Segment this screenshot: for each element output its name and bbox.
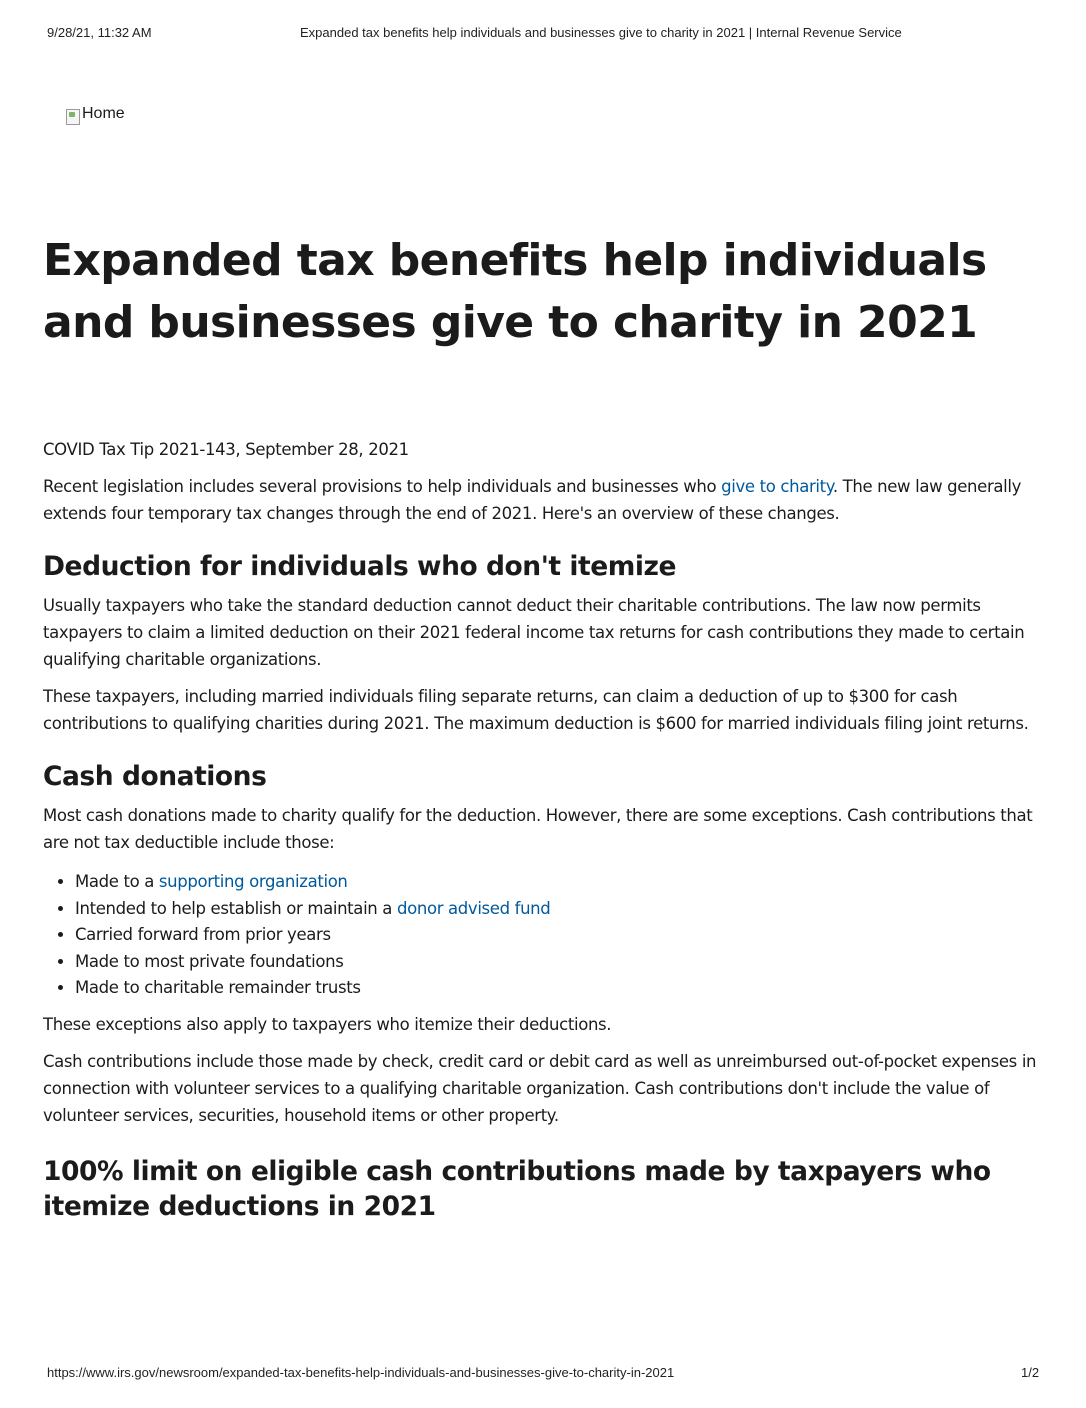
intro-text-before: Recent legislation includes several provisions to help individuals and businesses who	[43, 477, 722, 496]
print-footer	[0, 1365, 1086, 1385]
intro-paragraph	[43, 473, 1053, 527]
cash-donations-lead: Most cash donations made to charity qualify for the deduction. However, there are some exceptions. Cash contributions that are not tax deductible include those:	[43, 806, 1033, 852]
supporting-organization-link[interactable]: supporting organization	[158, 872, 348, 891]
home-logo-alt-text: Home	[82, 105, 125, 122]
section-heading-cash-donations: Cash donations	[43, 761, 267, 792]
list-item: • Intended to help establish or maintain a donor advised fund	[75, 896, 1053, 923]
list-item: • Made to charitable remainder trusts	[75, 975, 1053, 1002]
give-to-charity-link[interactable]: give to charity	[721, 477, 833, 496]
intro-text-after: . The new law generally extends four temporary tax changes through the end of 2021. Here's an overview of these changes.	[43, 477, 1022, 523]
deduction-paragraph-1: Usually taxpayers who take the standard deduction cannot deduct their charitable contributions. The law now permits taxpayers to claim a limited deduction on their 2021 federal income tax returns for cash contributions they made to certain qualifying charitable organizations.	[43, 596, 1025, 669]
print-url: https://www.irs.gov/newsroom/expanded-tax-benefits-help-individuals-and-businesses-give-to-charity-in-2021	[47, 1365, 675, 1380]
section-heading-100-percent-limit: 100% limit on eligible cash contributions made by taxpayers who itemize deductions in 2021	[43, 1155, 991, 1222]
cash-donations-paragraph-2: Cash contributions include those made by check, credit card or debit card as well as unreimbursed out-of-pocket expenses in connection with volunteer services to a qualifying charitable organization. Cash contributions don't include the value of volunteer services, securities, household items or other property.	[43, 1051, 1037, 1125]
page-title: Expanded tax benefits help individuals and businesses give to charity in 2021	[43, 235, 987, 348]
cash-donations-paragraph-1: These exceptions also apply to taxpayers who itemize their deductions.	[43, 1014, 612, 1034]
print-page-number: 1/2	[1021, 1365, 1040, 1380]
list-item: • Made to a supporting organization	[75, 869, 1053, 896]
home-logo-link[interactable]	[66, 105, 125, 123]
list-item: • Made to most private foundations	[75, 949, 1053, 976]
donor-advised-fund-link[interactable]: donor advised fund	[396, 898, 551, 918]
article	[43, 230, 1053, 1224]
deduction-paragraph-2: These taxpayers, including married individuals filing separate returns, can claim a deduction of up to $300 for cash contributions to qualifying charities during 2021. The maximum deduction is $600 for married individuals filing joint returns.	[43, 687, 1029, 733]
print-datetime: 9/28/21, 11:32 AM	[47, 25, 152, 40]
exceptions-list	[43, 869, 1053, 1002]
list-item: • Carried forward from prior years	[75, 922, 1053, 949]
article-meta: COVID Tax Tip 2021-143, September 28, 2021	[43, 440, 409, 459]
broken-image-icon	[66, 109, 80, 125]
print-page-title: Expanded tax benefits help individuals and businesses give to charity in 2021 | Internal Revenue Service	[300, 25, 902, 40]
section-heading-deduction: Deduction for individuals who don't itemize	[43, 551, 677, 582]
print-header	[0, 25, 1086, 45]
